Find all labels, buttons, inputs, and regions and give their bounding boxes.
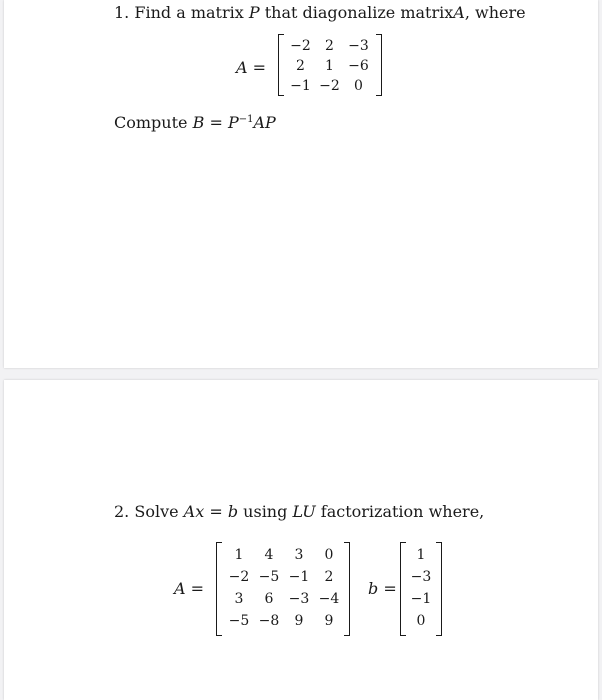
vector-b-label: b =	[368, 579, 397, 598]
matrix-right-bracket-2	[344, 542, 350, 636]
matrix-a-2	[224, 544, 344, 632]
matrix-row	[224, 588, 344, 610]
matrix-entry: 3	[294, 547, 304, 563]
matrix-entry: −4	[318, 591, 340, 607]
matrix-entry: 2	[296, 58, 305, 74]
matrix-row	[224, 610, 344, 632]
matrix-entry: −6	[348, 58, 369, 74]
matrix-entry: −5	[228, 613, 250, 629]
matrix-entry: −3	[288, 591, 310, 607]
matrix-row	[224, 544, 344, 566]
problem-1-number: 1.	[114, 3, 130, 22]
matrix-entry: −5	[258, 569, 280, 585]
problem-1-text-suffix: , where	[464, 3, 526, 22]
matrix-a-label: A =	[236, 58, 267, 77]
matrix-entry: −1	[410, 591, 432, 607]
problem-2-number: 2.	[114, 502, 130, 521]
matrix-entry: −1	[288, 569, 310, 585]
matrix-entry: −3	[410, 569, 432, 585]
matrix-entry: 9	[294, 613, 304, 629]
matrix-entry: 1	[325, 58, 334, 74]
compute-statement: Compute $B = P^{-1}AP$	[114, 113, 276, 132]
matrix-right-bracket	[376, 34, 382, 96]
matrix-entry: 9	[324, 613, 334, 629]
matrix-row	[408, 610, 434, 632]
matrix-entry: 1	[234, 547, 244, 563]
variable-p: P	[248, 3, 260, 22]
matrix-entry: −8	[258, 613, 280, 629]
matrix-row	[286, 36, 373, 56]
matrix-row	[408, 566, 434, 588]
matrix-row	[286, 56, 373, 76]
matrix-a	[286, 36, 373, 96]
matrix-entry: 6	[264, 591, 274, 607]
matrix-entry: −3	[348, 38, 369, 54]
matrix-entry: 2	[324, 569, 334, 585]
problem-1-statement	[114, 3, 526, 23]
matrix-entry: 0	[324, 547, 334, 563]
problem-2-card	[4, 380, 598, 700]
matrix-entry: −2	[319, 78, 340, 94]
matrix-entry: −1	[290, 78, 311, 94]
matrix-entry: 3	[234, 591, 244, 607]
matrix-row	[408, 544, 434, 566]
matrix-left-bracket-2	[216, 542, 222, 636]
matrix-entry: −2	[290, 38, 311, 54]
matrix-entry: 2	[325, 38, 334, 54]
matrix-row	[408, 588, 434, 610]
vector-b	[408, 544, 434, 632]
problem-1-card	[4, 0, 598, 368]
matrix-entry: 0	[416, 613, 426, 629]
matrix-a-label-2: A =	[174, 579, 205, 598]
matrix-entry: 4	[264, 547, 274, 563]
matrix-row	[224, 566, 344, 588]
problem-1-text-mid: that diagonalize matrix	[264, 3, 454, 22]
vector-left-bracket	[400, 542, 406, 636]
matrix-row	[286, 76, 373, 96]
matrix-entry: 0	[354, 78, 363, 94]
problem-1-text: Find a matrix	[134, 3, 244, 22]
matrix-entry: 1	[416, 547, 426, 563]
matrix-left-bracket	[278, 34, 284, 96]
problem-2-statement: 2. Solve Ax = b using LU factorization where,	[114, 502, 485, 521]
vector-right-bracket	[436, 542, 442, 636]
variable-a: A	[453, 3, 465, 22]
matrix-entry: −2	[228, 569, 250, 585]
